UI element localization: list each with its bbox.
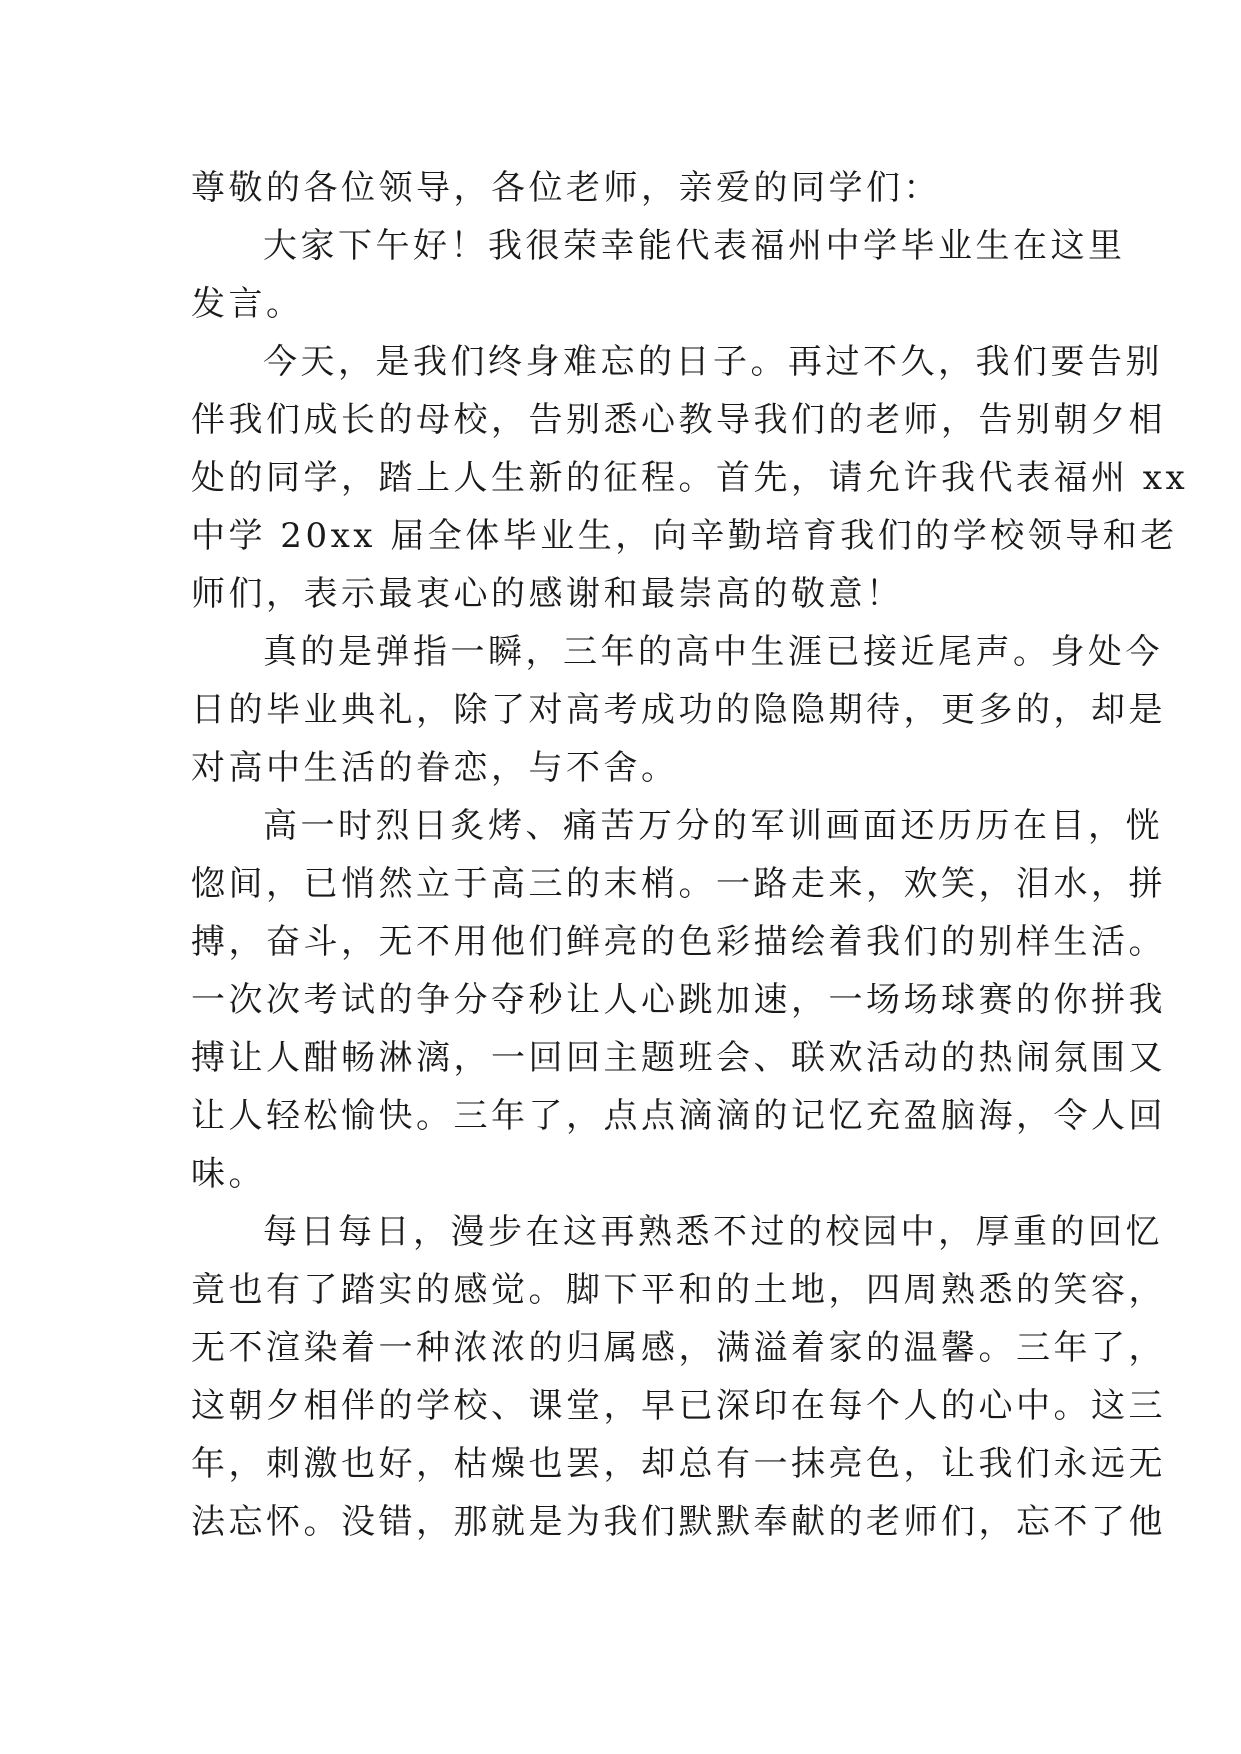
paragraph-line: 让人轻松愉快。三年了，点点滴滴的记忆充盈脑海，令人回	[191, 1096, 1166, 1136]
paragraph-line: 对高中生活的眷恋，与不舍。	[191, 748, 679, 788]
paragraph-line: 今天，是我们终身难忘的日子。再过不久，我们要告别	[263, 342, 1163, 382]
paragraph-farewell	[191, 333, 1189, 623]
paragraph-line: 中学 20xx 届全体毕业生，向辛勤培育我们的学校领导和老	[191, 516, 1178, 556]
paragraph-line: 法忘怀。没错，那就是为我们默默奉献的老师们，忘不了他	[191, 1502, 1166, 1542]
speech-text	[191, 159, 1189, 1551]
paragraph-line: 年，刺激也好，枯燥也罢，却总有一抹亮色，让我们永远无	[191, 1444, 1166, 1484]
paragraph-line: 日的毕业典礼，除了对高考成功的隐隐期待，更多的，却是	[191, 690, 1166, 730]
paragraph-line: 味。	[191, 1154, 266, 1194]
paragraph-greeting	[191, 217, 1126, 333]
paragraph-line: 处的同学，踏上人生新的征程。首先，请允许我代表福州 xx	[191, 458, 1189, 498]
paragraph-line: 这朝夕相伴的学校、课堂，早已深印在每个人的心中。这三	[191, 1386, 1166, 1426]
paragraph-line: 搏让人酣畅淋漓，一回回主题班会、联欢活动的热闹氛围又	[191, 1038, 1166, 1078]
paragraph-line: 师们，表示最衷心的感谢和最崇高的敬意！	[191, 574, 904, 614]
paragraph-memories	[191, 797, 1166, 1203]
paragraph-line: 大家下午好！我很荣幸能代表福州中学毕业生在这里	[263, 226, 1126, 266]
paragraph-line: 高一时烈日炙烤、痛苦万分的军训画面还历历在目，恍	[263, 806, 1163, 846]
paragraph-line: 发言。	[191, 284, 304, 324]
paragraph-line: 竟也有了踏实的感觉。脚下平和的土地，四周熟悉的笑容，	[191, 1270, 1166, 1310]
paragraph-line: 无不渲染着一种浓浓的归属感，满溢着家的温馨。三年了，	[191, 1328, 1166, 1368]
paragraph-line: 一次次考试的争分夺秒让人心跳加速，一场场球赛的你拼我	[191, 980, 1166, 1020]
paragraph-line: 真的是弹指一瞬，三年的高中生涯已接近尾声。身处今	[263, 632, 1163, 672]
paragraph-line: 伴我们成长的母校，告别悉心教导我们的老师，告别朝夕相	[191, 400, 1166, 440]
paragraph-line: 每日每日，漫步在这再熟悉不过的校园中，厚重的回忆	[263, 1212, 1163, 1252]
paragraph-line: 惚间，已悄然立于高三的末梢。一路走来，欢笑，泪水，拼	[191, 864, 1166, 904]
paragraph-line: 搏，奋斗，无不用他们鲜亮的色彩描绘着我们的别样生活。	[191, 922, 1166, 962]
salutation-line: 尊敬的各位领导，各位老师，亲爱的同学们：	[191, 168, 941, 208]
paragraph-campus	[191, 1203, 1166, 1551]
paragraph-time	[191, 623, 1166, 797]
